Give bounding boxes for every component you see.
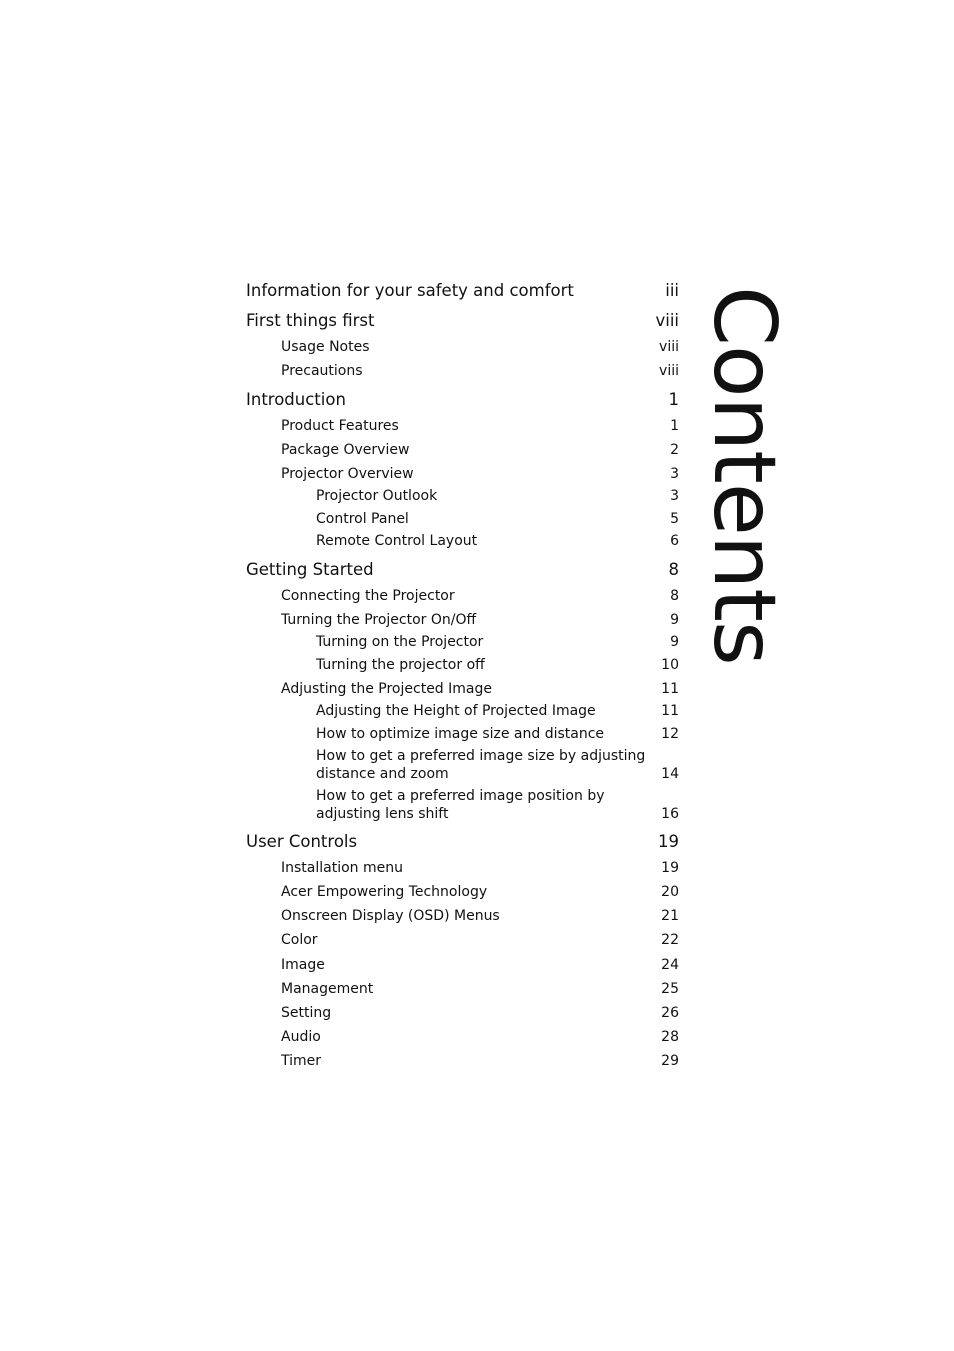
toc-entry-title: How to get a preferred image size by adjusting distance and zoom xyxy=(316,748,646,782)
toc-entry-page: iii xyxy=(665,281,679,300)
toc-entry-title: First things first xyxy=(246,311,375,330)
toc-entry-page: 16 xyxy=(661,806,679,822)
toc-entry-page: 9 xyxy=(670,612,679,628)
toc-entry-title: Color xyxy=(281,932,318,948)
toc-entry-title: Remote Control Layout xyxy=(316,533,478,549)
toc-entry-title: Connecting the Projector xyxy=(281,588,455,604)
toc-entry-page: viii xyxy=(655,311,679,330)
toc-entry-page: 25 xyxy=(661,981,679,997)
toc-entry-title: Turning the projector off xyxy=(316,657,485,673)
toc-entry-title: Getting Started xyxy=(246,560,374,579)
toc-entry-page: 1 xyxy=(668,390,679,409)
toc-entry-title: User Controls xyxy=(246,832,358,851)
toc-entry-title: Acer Empowering Technology xyxy=(281,884,488,900)
toc-entry-title: Timer xyxy=(281,1053,322,1069)
toc-entry-title: Package Overview xyxy=(281,442,410,458)
toc-entry-page: 8 xyxy=(668,560,679,579)
toc-entry-title: Introduction xyxy=(246,390,346,409)
toc-entry-title: Onscreen Display (OSD) Menus xyxy=(281,908,500,924)
toc-entry-title: Adjusting the Height of Projected Image xyxy=(316,703,596,719)
toc-entry-title: Setting xyxy=(281,1005,332,1021)
toc-entry-title: Audio xyxy=(281,1029,321,1045)
toc-entry-title: Adjusting the Projected Image xyxy=(281,681,492,697)
toc-entry-page: 19 xyxy=(661,860,679,876)
toc-entry-page: 11 xyxy=(661,703,679,719)
toc-entry-title: How to optimize image size and distance xyxy=(316,726,605,742)
toc-entry-title: Usage Notes xyxy=(281,339,370,355)
toc-entry-title: Precautions xyxy=(281,363,363,379)
toc-entry-page: 12 xyxy=(661,726,679,742)
toc-entry-page: 19 xyxy=(658,832,679,851)
toc-entry-page: 21 xyxy=(661,908,679,924)
toc-entry-page: 20 xyxy=(661,884,679,900)
toc-entry-title: Product Features xyxy=(281,418,399,434)
toc-entry-title: Management xyxy=(281,981,374,997)
toc-entry-page: 28 xyxy=(661,1029,679,1045)
toc-entry-page: 11 xyxy=(661,681,679,697)
toc-entry-page: 5 xyxy=(670,511,679,527)
toc-entry-page: 1 xyxy=(670,418,679,434)
toc-entry-page: 2 xyxy=(670,442,679,458)
toc-entry-page: 10 xyxy=(661,657,679,673)
toc-entry-title: Image xyxy=(281,957,325,973)
contents-heading xyxy=(694,286,794,665)
toc-entry-title: Projector Overview xyxy=(281,466,414,482)
toc-entry-page: 24 xyxy=(661,957,679,973)
toc-entry-page: 29 xyxy=(661,1053,679,1069)
toc-entry-title: Turning on the Projector xyxy=(316,634,484,650)
toc-entry-page: 8 xyxy=(670,588,679,604)
toc-entry-title: How to get a preferred image position by adjusting lens shift xyxy=(316,788,605,822)
toc-entry-page: 3 xyxy=(670,466,679,482)
toc-entry-page: 9 xyxy=(670,634,679,650)
toc-entry-page: 22 xyxy=(661,932,679,948)
toc-entry-page: 14 xyxy=(661,766,679,782)
toc-entry-title: Turning the Projector On/Off xyxy=(281,612,477,628)
toc-entry-title: Installation menu xyxy=(281,860,403,876)
toc-entry-title: Information for your safety and comfort xyxy=(246,281,574,300)
toc-entry-title: Control Panel xyxy=(316,511,409,527)
toc-entry-page: 3 xyxy=(670,488,679,504)
toc-entry-page: viii xyxy=(659,363,679,379)
toc-entry-page: viii xyxy=(659,339,679,355)
contents-heading-text: Contents xyxy=(694,286,794,665)
toc-entry-title: Projector Outlook xyxy=(316,488,438,504)
toc-entry-page: 6 xyxy=(670,533,679,549)
toc-entry-page: 26 xyxy=(661,1005,679,1021)
